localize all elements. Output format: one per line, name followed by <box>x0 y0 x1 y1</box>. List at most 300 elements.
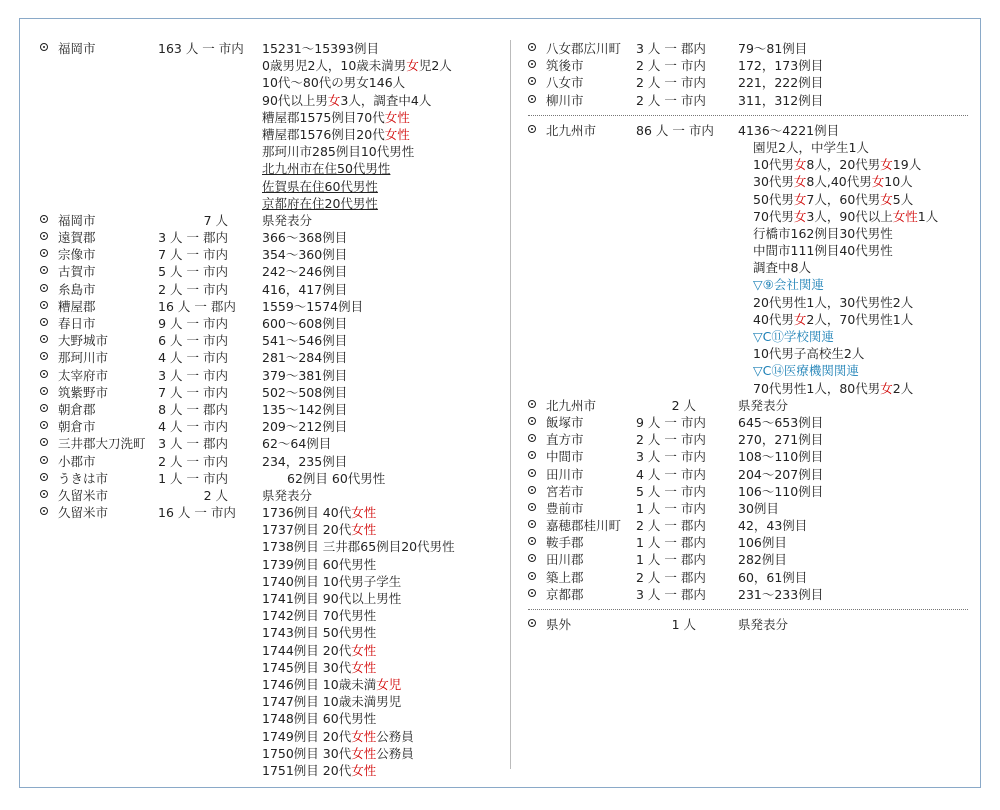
text-segment: 20代男性1人，30代男性2人 <box>753 294 914 310</box>
place-name: 三井郡大刀洗町 <box>58 436 146 452</box>
detail-line <box>40 590 505 607</box>
case-detail: 541～546例目 <box>262 333 348 349</box>
bullet-icon <box>40 387 48 395</box>
text-segment: 1744例目 20代 <box>262 642 352 658</box>
highlight-female: 女 <box>880 157 893 173</box>
case-detail: 62～64例目 <box>262 436 332 452</box>
place-name: 那珂川市 <box>58 350 109 366</box>
place-name: 田川市 <box>546 466 584 482</box>
text-segment: 3人，調査中4人 <box>340 92 432 108</box>
place-name: 直方市 <box>546 432 584 448</box>
text-segment: 5人 <box>892 191 914 207</box>
text-segment: 30代男 <box>753 174 794 190</box>
place-name: 宗像市 <box>58 247 96 263</box>
text-segment: 10代男子高校生2人 <box>753 346 865 362</box>
bullet-icon <box>40 301 48 309</box>
case-count: 16 人 一 郡内 <box>158 298 236 314</box>
case-count: 2 人 一 市内 <box>636 58 706 74</box>
case-detail: 234，235例目 <box>262 453 348 469</box>
text-segment: 行橋市162例目30代男性 <box>753 225 893 241</box>
right-top-group <box>528 40 968 109</box>
case-count: 86 人 一 市内 <box>636 122 714 138</box>
case-detail: 600～608例目 <box>262 316 348 331</box>
detail-text <box>753 225 893 242</box>
detail-text <box>753 362 859 379</box>
detail-text <box>753 208 938 225</box>
highlight-female: 女性 <box>351 642 377 658</box>
case-count: 2 人 一 市内 <box>158 453 228 469</box>
entry-row <box>40 435 505 452</box>
case-detail: 県発表分 <box>262 212 313 228</box>
text-segment: 1746例目 10歳未満 <box>262 676 377 692</box>
place-name: 中間市 <box>546 449 584 465</box>
entry-row <box>40 470 505 487</box>
bullet-icon <box>528 417 536 425</box>
bullet-icon <box>40 249 48 257</box>
highlight-female: 女 <box>793 191 807 207</box>
highlight-female: 女児 <box>376 676 402 692</box>
bullet-icon <box>528 125 536 133</box>
detail-text <box>262 195 378 212</box>
detail-line <box>40 607 505 624</box>
entry-row <box>528 57 968 74</box>
place-name: 八女郡広川町 <box>546 41 622 56</box>
case-detail: 42，43例目 <box>738 518 808 534</box>
detail-line <box>40 109 505 126</box>
case-count: 1 人 一 市内 <box>636 500 706 516</box>
place-name: 糸島市 <box>58 281 96 297</box>
case-detail: 231～233例目 <box>738 586 824 602</box>
entry-row <box>528 397 968 414</box>
case-count: 4 人 一 市内 <box>158 350 228 366</box>
text-segment: 8人,40代男 <box>806 174 872 190</box>
detail-line <box>40 538 505 555</box>
detail-line <box>40 659 505 676</box>
detail-text <box>262 710 376 727</box>
text-segment: 10人 <box>884 174 913 190</box>
bullet-icon <box>40 456 48 464</box>
section-divider <box>528 603 968 616</box>
place-name: 太宰府市 <box>58 367 109 383</box>
case-count: 2 人 一 市内 <box>636 432 706 448</box>
text-segment: 1742例目 70代男性 <box>262 608 377 624</box>
place-name: 柳川市 <box>546 92 584 108</box>
highlight-female: 女性 <box>351 745 377 761</box>
place-name: 糟屋郡 <box>58 298 96 314</box>
text-segment: 40代男 <box>753 311 794 327</box>
detail-text <box>753 380 913 397</box>
case-detail: 1559～1574例目 <box>262 298 364 314</box>
text-segment: 糟屋郡1575例目70代 <box>262 109 385 125</box>
highlight-female: 女 <box>880 380 893 396</box>
bullet-icon <box>40 43 48 51</box>
highlight-female: 女 <box>327 92 341 108</box>
text-segment: 90代以上男 <box>262 92 328 108</box>
entry-row <box>528 431 968 448</box>
text-segment: 1743例目 50代男性 <box>262 625 377 641</box>
case-count: 4 人 一 市内 <box>636 466 706 482</box>
entry-row <box>528 616 968 633</box>
detail-text <box>262 143 414 160</box>
text-segment: 50代男 <box>753 191 794 207</box>
detail-line <box>40 762 505 779</box>
text-segment: 7人，60代男 <box>806 191 881 207</box>
place-name: 京都郡 <box>546 586 584 602</box>
text-segment: 3人，90代以上 <box>806 208 893 224</box>
detail-text <box>753 156 921 173</box>
detail-line <box>40 126 505 143</box>
detail-line <box>40 178 505 195</box>
highlight-female: 女 <box>793 311 807 327</box>
place-name: 大野城市 <box>58 333 109 349</box>
highlight-female: 女性 <box>351 762 377 778</box>
case-detail: 270，271例目 <box>738 432 824 448</box>
place-name: 福岡市 <box>58 212 96 228</box>
case-count: 4 人 一 市内 <box>158 419 228 435</box>
entry-row <box>40 212 505 229</box>
case-detail: 204～207例目 <box>738 466 824 482</box>
case-detail: 282例目 <box>738 552 787 568</box>
case-count: 1 人 一 郡内 <box>636 552 706 568</box>
bullet-icon <box>528 520 536 528</box>
entry-row <box>40 281 505 298</box>
bullet-icon <box>528 95 536 103</box>
detail-line <box>528 191 968 208</box>
text-segment: 1749例目 20代 <box>262 728 352 744</box>
text-segment: 公務員 <box>376 728 414 744</box>
entry-row <box>40 40 505 57</box>
bullet-icon <box>40 215 48 223</box>
detail-line <box>40 521 505 538</box>
detail-text <box>753 173 913 190</box>
entry-row <box>40 367 505 384</box>
case-count: 163 人 一 市内 <box>158 41 244 56</box>
case-count: 3 人 一 郡内 <box>158 436 228 452</box>
detail-line <box>528 276 968 293</box>
case-count: 1 人 一 市内 <box>158 470 228 486</box>
entry-row <box>40 229 505 246</box>
bullet-icon <box>40 232 48 240</box>
text-segment: 10代男 <box>753 157 794 173</box>
bullet-icon <box>40 266 48 274</box>
case-detail: 県発表分 <box>738 617 789 632</box>
detail-line <box>528 380 968 397</box>
right-middle-group <box>528 122 968 603</box>
text-segment: 70代男 <box>753 208 794 224</box>
case-detail: 209～212例目 <box>262 419 348 435</box>
right-bottom-group <box>528 616 968 633</box>
text-segment: 1747例目 10歳未満男児 <box>262 694 402 710</box>
entry-row <box>40 263 505 280</box>
case-count: 2 人 <box>203 487 228 503</box>
place-name: 久留米市 <box>58 487 109 503</box>
column-divider <box>510 40 511 769</box>
entry-row <box>40 332 505 349</box>
detail-line <box>528 225 968 242</box>
bullet-icon <box>40 507 48 515</box>
entry-row <box>40 298 505 315</box>
detail-text <box>262 762 376 779</box>
case-count: 1 人 <box>671 617 696 632</box>
place-name: 朝倉郡 <box>58 401 96 417</box>
detail-line <box>40 624 505 641</box>
detail-line <box>528 362 968 379</box>
place-name: 筑後市 <box>546 58 584 74</box>
case-detail: 281～284例目 <box>262 350 348 366</box>
case-count: 7 人 一 市内 <box>158 384 228 400</box>
detail-text <box>262 728 414 745</box>
entry-row <box>40 401 505 418</box>
detail-line <box>528 345 968 362</box>
text-segment: 1人 <box>917 208 939 224</box>
detail-line <box>40 642 505 659</box>
text-segment: 1738例目 三井郡65例目20代男性 <box>262 539 455 555</box>
detail-text <box>262 109 410 126</box>
bullet-icon <box>528 619 536 627</box>
cluster-label: ▽⑨会社関連 <box>753 277 824 293</box>
detail-text <box>262 624 376 641</box>
case-count: 3 人 一 市内 <box>636 449 706 465</box>
entry-row <box>528 448 968 465</box>
detail-text <box>262 659 376 676</box>
text-segment: 中間市111例目40代男性 <box>753 243 893 259</box>
case-detail: 645～653例目 <box>738 414 824 430</box>
text-segment: 2人，70代男性1人 <box>806 311 914 327</box>
bullet-icon <box>528 77 536 85</box>
case-detail: 79～81例目 <box>738 41 808 56</box>
underlined-note: 京都府在住20代男性 <box>262 195 378 211</box>
text-segment: 1739例目 60代男性 <box>262 556 377 572</box>
case-count: 16 人 一 市内 <box>158 505 236 521</box>
case-detail: 106～110例目 <box>738 483 824 499</box>
detail-line <box>40 676 505 693</box>
case-count: 3 人 一 郡内 <box>636 41 706 56</box>
detail-text <box>262 538 455 555</box>
detail-text <box>262 745 414 762</box>
place-name: 豊前市 <box>546 500 584 516</box>
detail-text <box>262 521 376 538</box>
bullet-icon <box>528 486 536 494</box>
case-count: 1 人 一 郡内 <box>636 535 706 551</box>
case-detail: 県発表分 <box>262 487 313 503</box>
place-name: 飯塚市 <box>546 414 584 430</box>
entry-row <box>40 487 505 504</box>
text-segment: 19人 <box>892 157 922 173</box>
text-segment: 0歳男児2人，10歳未満男 <box>262 58 407 74</box>
entry-row <box>528 517 968 534</box>
underlined-note: 佐賀県在住60代男性 <box>262 178 378 194</box>
highlight-female: 女 <box>793 208 807 224</box>
detail-text <box>753 242 893 259</box>
case-count: 5 人 一 市内 <box>158 264 228 280</box>
bullet-icon <box>528 400 536 408</box>
place-name: 宮若市 <box>546 483 584 499</box>
case-detail: 416，417例目 <box>262 281 348 297</box>
entry-row <box>528 551 968 568</box>
bullet-icon <box>528 60 536 68</box>
detail-text <box>262 676 401 693</box>
highlight-female: 女性 <box>351 659 377 675</box>
text-segment: 調査中8人 <box>753 260 811 276</box>
entry-row <box>528 534 968 551</box>
place-name: 北九州市 <box>546 397 597 413</box>
text-segment: 8人，20代男 <box>806 157 881 173</box>
detail-text <box>753 311 913 328</box>
right-column <box>528 40 968 633</box>
case-count: 2 人 一 市内 <box>636 75 706 91</box>
text-segment: 糟屋郡1576例目20代 <box>262 126 385 142</box>
entry-row <box>528 40 968 57</box>
bullet-icon <box>528 434 536 442</box>
detail-text <box>753 191 913 208</box>
detail-text <box>262 74 405 91</box>
detail-text <box>753 139 869 156</box>
bullet-icon <box>528 537 536 545</box>
detail-text <box>262 556 376 573</box>
case-detail: 1736例目 40代女性 <box>262 505 377 521</box>
detail-line <box>40 745 505 762</box>
detail-line <box>40 573 505 590</box>
entry-row <box>528 122 968 139</box>
entry-row <box>40 246 505 263</box>
case-detail: 311，312例目 <box>738 92 824 108</box>
bullet-icon <box>40 370 48 378</box>
bullet-icon <box>40 284 48 292</box>
case-detail: 172，173例目 <box>738 58 824 74</box>
case-detail: 502～508例目 <box>262 384 348 400</box>
text-segment: 1748例目 60代男性 <box>262 711 377 727</box>
detail-line <box>528 259 968 276</box>
entry-row <box>528 414 968 431</box>
case-detail: 県発表分 <box>738 397 789 413</box>
highlight-female: 女性 <box>351 522 377 538</box>
highlight-female: 女性 <box>384 109 410 125</box>
left-column <box>40 40 505 779</box>
entry-row <box>40 349 505 366</box>
bullet-icon <box>528 451 536 459</box>
case-count: 9 人 一 市内 <box>158 316 228 331</box>
place-name: 小郡市 <box>58 453 96 469</box>
text-segment: 1741例目 90代以上男性 <box>262 591 402 606</box>
case-count: 2 人 一 郡内 <box>636 569 706 585</box>
case-detail: 106例目 <box>738 535 787 551</box>
bullet-icon <box>40 490 48 498</box>
highlight-female: 女 <box>880 191 893 207</box>
place-name: 八女市 <box>546 75 584 91</box>
entry-row <box>40 504 505 521</box>
text-segment: 1737例目 20代 <box>262 522 352 538</box>
case-detail: 135～142例目 <box>262 401 348 417</box>
bullet-icon <box>40 404 48 412</box>
text-segment: 1750例目 30代 <box>262 745 352 761</box>
case-count: 5 人 一 市内 <box>636 483 706 499</box>
bullet-icon <box>40 438 48 446</box>
bullet-icon <box>528 589 536 597</box>
detail-line <box>40 710 505 727</box>
case-count: 2 人 <box>671 397 696 413</box>
text-segment: 1740例目 10代男子学生 <box>262 573 402 589</box>
detail-text <box>262 573 401 590</box>
entry-row <box>40 384 505 401</box>
place-name: 久留米市 <box>58 505 109 521</box>
place-name: 県外 <box>546 617 572 632</box>
case-detail: 4136～4221例目 <box>738 122 840 138</box>
place-name: 鞍手郡 <box>546 535 584 551</box>
case-count: 3 人 一 郡内 <box>636 586 706 602</box>
detail-text <box>262 590 401 607</box>
case-count: 9 人 一 市内 <box>636 414 706 430</box>
text-segment: 園児2人，中学生1人 <box>753 139 869 155</box>
text-segment: 児2人 <box>418 58 452 74</box>
place-name: 遠賀郡 <box>58 230 96 246</box>
highlight-female: 女性 <box>384 126 410 142</box>
detail-line <box>40 728 505 745</box>
place-name: 朝倉市 <box>58 419 96 435</box>
bullet-icon <box>528 503 536 511</box>
highlight-female: 女 <box>793 174 807 190</box>
bullet-icon <box>40 318 48 326</box>
detail-text <box>262 92 431 109</box>
place-name: 築上郡 <box>546 569 584 585</box>
cluster-label: ▽C⑪学校関連 <box>753 329 834 344</box>
place-name: 古賀市 <box>58 264 96 280</box>
detail-text <box>753 294 913 311</box>
entry-row <box>528 483 968 500</box>
detail-line <box>40 195 505 212</box>
case-count: 6 人 一 市内 <box>158 333 228 349</box>
detail-line <box>40 556 505 573</box>
detail-line <box>528 311 968 328</box>
detail-line <box>528 242 968 259</box>
bullet-icon <box>40 473 48 481</box>
section-divider <box>528 109 968 122</box>
text-segment: 2人 <box>892 380 914 396</box>
entry-row <box>528 500 968 517</box>
text-segment: 70代男性1人，80代男 <box>753 380 881 396</box>
text-segment: 1745例目 30代 <box>262 659 352 675</box>
text-segment: 10代～80代の男女146人 <box>262 75 406 91</box>
place-name: 筑紫野市 <box>58 384 109 400</box>
highlight-female: 女 <box>793 157 807 173</box>
case-count: 7 人 <box>203 212 228 228</box>
place-name: うきは市 <box>58 470 109 486</box>
entry-row <box>528 569 968 586</box>
entry-row <box>40 315 505 332</box>
case-detail: 15231～15393例目 <box>262 41 380 56</box>
entry-row <box>528 466 968 483</box>
detail-text <box>753 328 834 345</box>
detail-text <box>262 57 452 74</box>
case-count: 7 人 一 市内 <box>158 247 228 263</box>
bullet-icon <box>40 352 48 360</box>
place-name: 北九州市 <box>546 122 597 138</box>
case-detail: 221，222例目 <box>738 75 824 91</box>
case-count: 2 人 一 郡内 <box>636 518 706 534</box>
detail-line <box>40 74 505 91</box>
case-count: 8 人 一 郡内 <box>158 401 228 417</box>
bullet-icon <box>40 421 48 429</box>
case-detail: 366～368例目 <box>262 230 348 246</box>
detail-text <box>753 259 811 276</box>
detail-text <box>753 345 864 362</box>
detail-line <box>40 693 505 710</box>
detail-line <box>40 160 505 177</box>
detail-line <box>528 173 968 190</box>
case-detail: 62例目 60代男性 <box>262 470 386 486</box>
detail-text <box>262 126 410 143</box>
case-detail: 379～381例目 <box>262 367 348 383</box>
bullet-icon <box>528 469 536 477</box>
